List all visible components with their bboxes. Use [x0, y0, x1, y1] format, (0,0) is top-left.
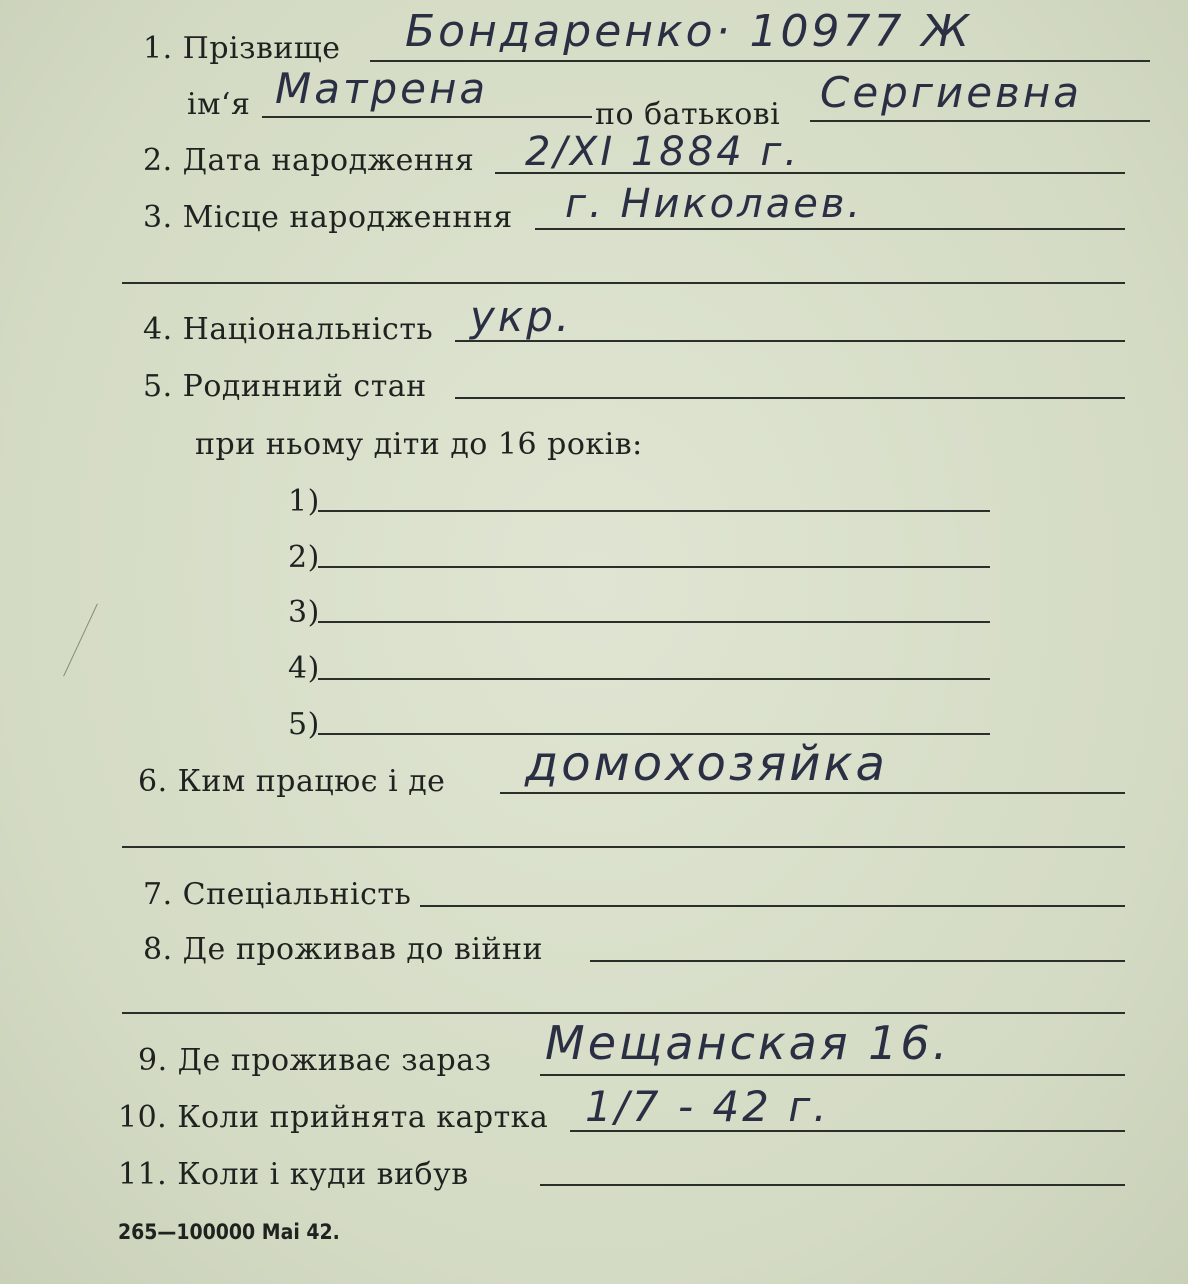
birth-place-line — [535, 228, 1125, 230]
surname-label: 1. Прізвище — [143, 31, 341, 66]
child-row-label: 1) — [288, 484, 320, 519]
specialty-label: 7. Спеціальність — [143, 877, 412, 912]
occupation-value: домохозяйка — [525, 736, 888, 792]
child-row-line — [318, 566, 990, 568]
birth-place-label: 3. Місце народженння — [143, 200, 513, 235]
paper-crease — [63, 604, 98, 677]
nationality-value: укр. — [470, 292, 573, 341]
prewar-residence-label: 8. Де проживав до війни — [143, 932, 543, 967]
child-row-line — [318, 621, 990, 623]
nationality-label: 4. Національність — [143, 312, 434, 347]
departure-label: 11. Коли і куди вибув — [118, 1157, 469, 1192]
current-residence-line — [540, 1074, 1125, 1076]
occupation-line — [500, 792, 1125, 794]
child-row-label: 3) — [288, 595, 320, 630]
surname-value: Бондаренко· 10977 Ж — [405, 6, 972, 57]
birth-place-value: г. Николаев. — [565, 181, 864, 227]
departure-line — [540, 1184, 1125, 1186]
first-name-value: Матрена — [275, 64, 489, 113]
occupation-label: 6. Ким працює і де — [138, 764, 446, 799]
patronymic-value: Сергиевна — [820, 68, 1082, 117]
child-row-label: 5) — [288, 707, 320, 742]
child-row-line — [318, 510, 990, 512]
child-row-line — [318, 678, 990, 680]
prewar-residence-line — [590, 960, 1125, 962]
marital-status-line — [455, 397, 1125, 399]
surname-line — [370, 60, 1150, 62]
patronymic-label: по батькові — [595, 97, 781, 132]
card-accepted-value: 1/7 - 42 г. — [585, 1082, 830, 1131]
birth-date-value: 2/XI 1884 г. — [525, 129, 801, 175]
first-name-label: ім‘я — [187, 87, 251, 122]
patronymic-line — [810, 120, 1150, 122]
first-name-line — [262, 116, 592, 118]
print-code: 265—100000 Mai 42. — [118, 1220, 340, 1244]
marital-status-label: 5. Родинний стан — [143, 369, 427, 404]
child-row-line — [318, 733, 990, 735]
prewar-residence-line-2 — [122, 1012, 1125, 1014]
child-row-label: 2) — [288, 540, 320, 575]
occupation-line-2 — [122, 846, 1125, 848]
child-row-label: 4) — [288, 651, 320, 686]
birth-date-label: 2. Дата народження — [143, 143, 475, 178]
current-residence-label: 9. Де проживає зараз — [138, 1043, 492, 1078]
children-heading: при ньому діти до 16 років: — [195, 427, 643, 462]
card-accepted-label: 10. Коли прийнята картка — [118, 1100, 549, 1135]
specialty-line — [420, 905, 1125, 907]
birth-place-line-2 — [122, 282, 1125, 284]
current-residence-value: Мещанская 16. — [545, 1016, 951, 1070]
